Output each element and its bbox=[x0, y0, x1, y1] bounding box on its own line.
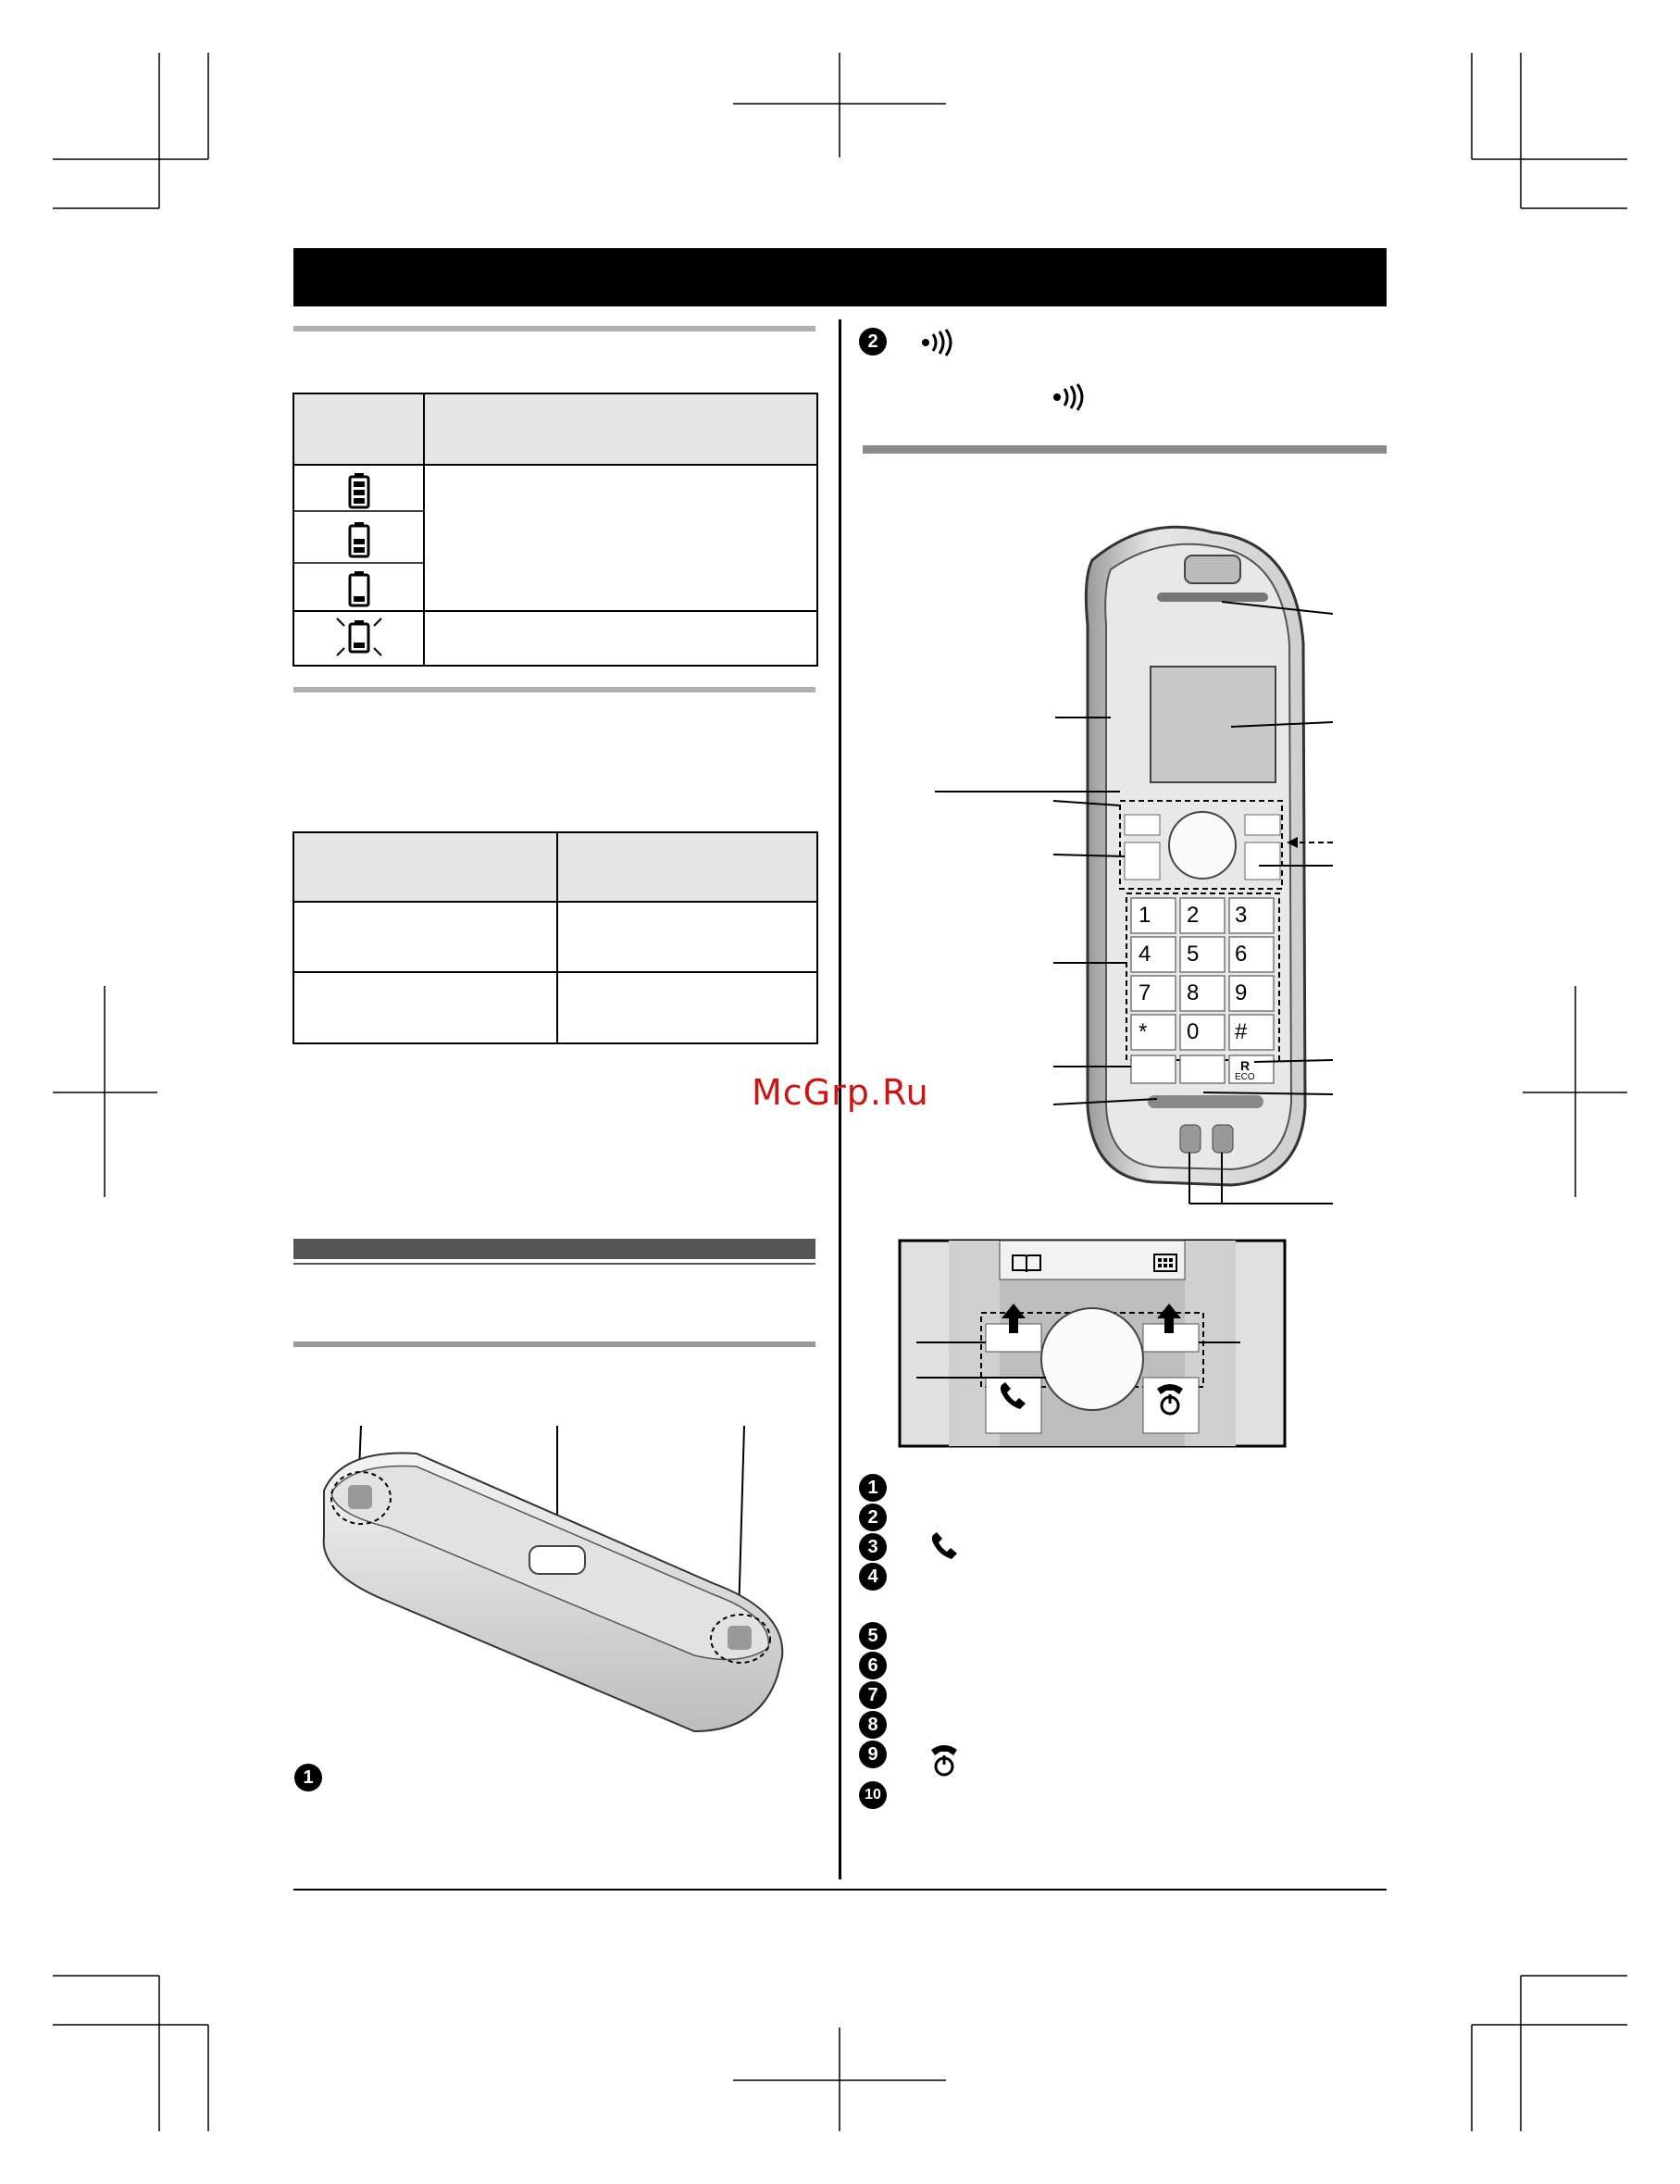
keypad-key-2[interactable]: 2 bbox=[1187, 903, 1200, 928]
keypad-key-star[interactable]: * bbox=[1139, 1019, 1148, 1044]
keypad-key-hash[interactable]: # bbox=[1235, 1019, 1248, 1044]
callout-number: 4 bbox=[859, 1563, 887, 1591]
section-bar-dark bbox=[293, 1239, 815, 1259]
keypad-key-8[interactable]: 8 bbox=[1187, 980, 1200, 1005]
callout-number: 3 bbox=[859, 1533, 887, 1561]
callout-number: 9 bbox=[859, 1741, 887, 1768]
watermark: McGrp.Ru bbox=[752, 1072, 929, 1113]
key-zoom-panel bbox=[898, 1239, 1287, 1448]
section-rule-base bbox=[293, 1342, 815, 1347]
locator-icon bbox=[1052, 383, 1089, 411]
callout-number: 8 bbox=[859, 1711, 887, 1739]
section-rule-battery bbox=[293, 326, 815, 331]
keypad-key-9[interactable]: 9 bbox=[1235, 980, 1248, 1005]
talk-icon bbox=[927, 1529, 961, 1563]
section-rule-2 bbox=[293, 687, 815, 693]
locator-button bbox=[529, 1546, 585, 1574]
locator-icon bbox=[920, 329, 957, 356]
header-bar bbox=[293, 250, 1387, 306]
keypad-key-r[interactable]: R bbox=[1240, 1058, 1251, 1073]
callout-number: 10 bbox=[859, 1781, 887, 1809]
keypad-key-1[interactable]: 1 bbox=[1139, 903, 1151, 928]
battery-empty-flashing-icon bbox=[333, 615, 385, 659]
keypad-key-0[interactable]: 0 bbox=[1187, 1019, 1200, 1044]
off-icon bbox=[927, 1741, 961, 1778]
menu-icon bbox=[1153, 1254, 1177, 1272]
callout-number: 1 bbox=[859, 1474, 887, 1502]
charger-base-illustration bbox=[305, 1426, 805, 1759]
battery-low-icon bbox=[348, 570, 370, 607]
callout-number: 2 bbox=[859, 328, 887, 356]
phonebook-icon bbox=[1011, 1252, 1042, 1274]
header-rule bbox=[293, 248, 1387, 250]
callout-number: 6 bbox=[859, 1652, 887, 1679]
section-rule-thin bbox=[293, 1263, 815, 1265]
handset-illustration bbox=[935, 514, 1361, 1217]
keypad-key-7[interactable]: 7 bbox=[1139, 980, 1151, 1005]
footer-rule bbox=[293, 1889, 1387, 1891]
off-icon bbox=[1153, 1379, 1187, 1416]
keypad-key-6[interactable]: 6 bbox=[1235, 942, 1248, 967]
info-table bbox=[292, 831, 820, 1046]
keypad-key-5[interactable]: 5 bbox=[1187, 942, 1200, 967]
talk-icon bbox=[996, 1379, 1029, 1413]
callout-number: 5 bbox=[859, 1622, 887, 1650]
callout-number: 1 bbox=[294, 1764, 322, 1791]
battery-full-icon bbox=[348, 472, 370, 509]
callout-number: 7 bbox=[859, 1681, 887, 1709]
keypad-key-r-sub: ECO bbox=[1235, 1072, 1255, 1082]
battery-medium-icon bbox=[348, 521, 370, 558]
keypad-key-4[interactable]: 4 bbox=[1139, 942, 1151, 967]
callout-number: 2 bbox=[859, 1504, 887, 1531]
section-rule-handset bbox=[863, 445, 1387, 454]
keypad-key-3[interactable]: 3 bbox=[1235, 903, 1248, 928]
